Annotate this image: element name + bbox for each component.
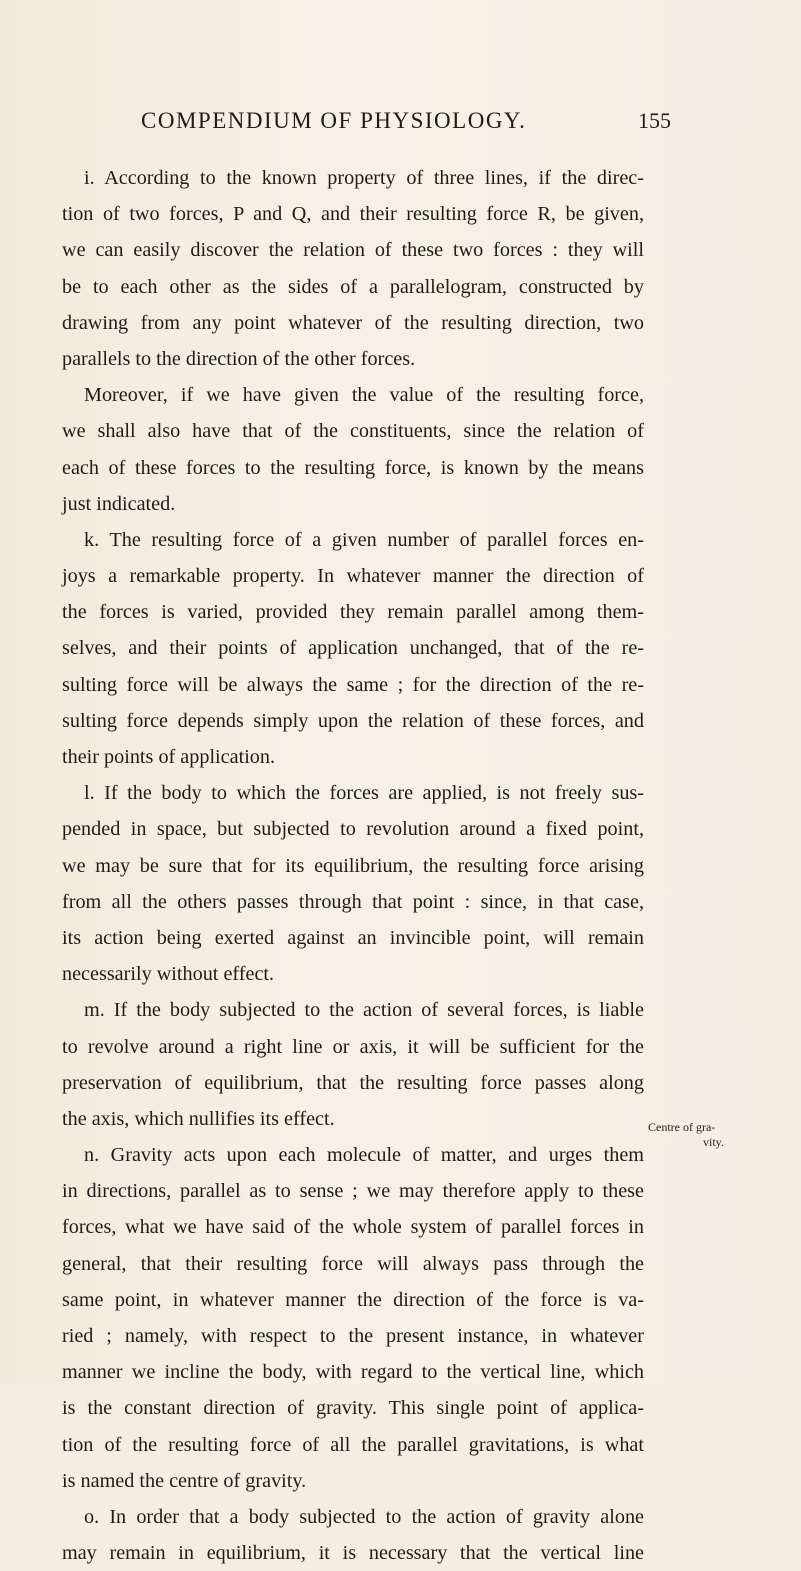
text-line: necessarily without effect. (62, 963, 275, 986)
text-line: n. Gravity acts upon each molecule of matter, and urges them (84, 1144, 644, 1167)
text-line: sulting force depends simply upon the relation of these forces, and (62, 709, 644, 732)
text-line: is the constant direction of gravity. This single point of applica- (62, 1397, 644, 1420)
running-head (141, 108, 671, 142)
text-line: the axis, which nullifies its effect. (62, 1107, 335, 1130)
text-line: we may be sure that for its equilibrium, the resulting force arising (62, 854, 644, 877)
text-line: k. The resulting force of a given number of parallel forces en- (84, 528, 644, 551)
text-line: is named the centre of gravity. (62, 1469, 307, 1492)
page-number: 155 (638, 108, 671, 133)
text-line: their points of application. (62, 746, 276, 768)
text-line: sulting force will be always the same ; for the direction of the re- (62, 673, 644, 696)
margin-note-line: Centre of gra- (648, 1120, 716, 1134)
text-line: l. If the body to which the forces are applied, is not freely sus- (84, 782, 644, 805)
text-line: parallels to the direction of the other forces. (62, 347, 416, 370)
text-line: its action being exerted against an invincible point, will remain (62, 926, 644, 949)
text-line: o. In order that a body subjected to the action of gravity alone (84, 1505, 644, 1528)
text-line: drawing from any point whatever of the resulting direction, two (62, 311, 644, 334)
body-text (62, 160, 644, 1571)
text-line: just indicated. (62, 492, 176, 515)
text-line: we shall also have that of the constituents, since the relation of (62, 420, 644, 443)
margin-note-line: vity. (703, 1135, 724, 1149)
text-line: m. If the body subjected to the action of several forces, is liable (84, 999, 644, 1022)
text-line: Moreover, if we have given the value of the resulting force, (84, 384, 644, 407)
text-line: tion of the resulting force of all the parallel gravitations, is what (62, 1433, 644, 1456)
text-line: joys a remarkable property. In whatever manner the direction of (62, 565, 644, 588)
text-line: each of these forces to the resulting force, is known by the means (62, 456, 644, 479)
text-line: pended in space, but subjected to revolution around a fixed point, (62, 818, 644, 841)
text-line: selves, and their points of application unchanged, that of the re- (62, 637, 644, 660)
text-line: may remain in equilibrium, it is necessary that the vertical line (62, 1542, 644, 1565)
text-line: tion of two forces, P and Q, and their resulting force R, be given, (62, 203, 644, 226)
text-line: we can easily discover the relation of these two forces : they will (62, 239, 644, 262)
text-line: from all the others passes through that point : since, in that case, (62, 890, 644, 913)
text-line: be to each other as the sides of a parallelogram, constructed by (62, 275, 644, 298)
text-line: manner we incline the body, with regard to the vertical line, which (62, 1361, 644, 1384)
text-line: preservation of equilibrium, that the resulting force passes along (62, 1071, 644, 1094)
text-line: ried ; namely, with respect to the present instance, in whatever (62, 1325, 644, 1347)
text-line: i. According to the known property of three lines, if the direc- (84, 167, 644, 189)
text-line: general, that their resulting force will always pass through the (62, 1252, 644, 1275)
text-line: in directions, parallel as to sense ; we may therefore apply to these (62, 1180, 644, 1203)
text-line: to revolve around a right line or axis, it will be sufficient for the (62, 1035, 644, 1058)
text-line: same point, in whatever manner the direction of the force is va- (62, 1288, 644, 1311)
running-title: COMPENDIUM OF PHYSIOLOGY. (141, 108, 527, 133)
text-line: forces, what we have said of the whole system of parallel forces in (62, 1216, 644, 1239)
text-line: the forces is varied, provided they remain parallel among them- (62, 601, 644, 624)
